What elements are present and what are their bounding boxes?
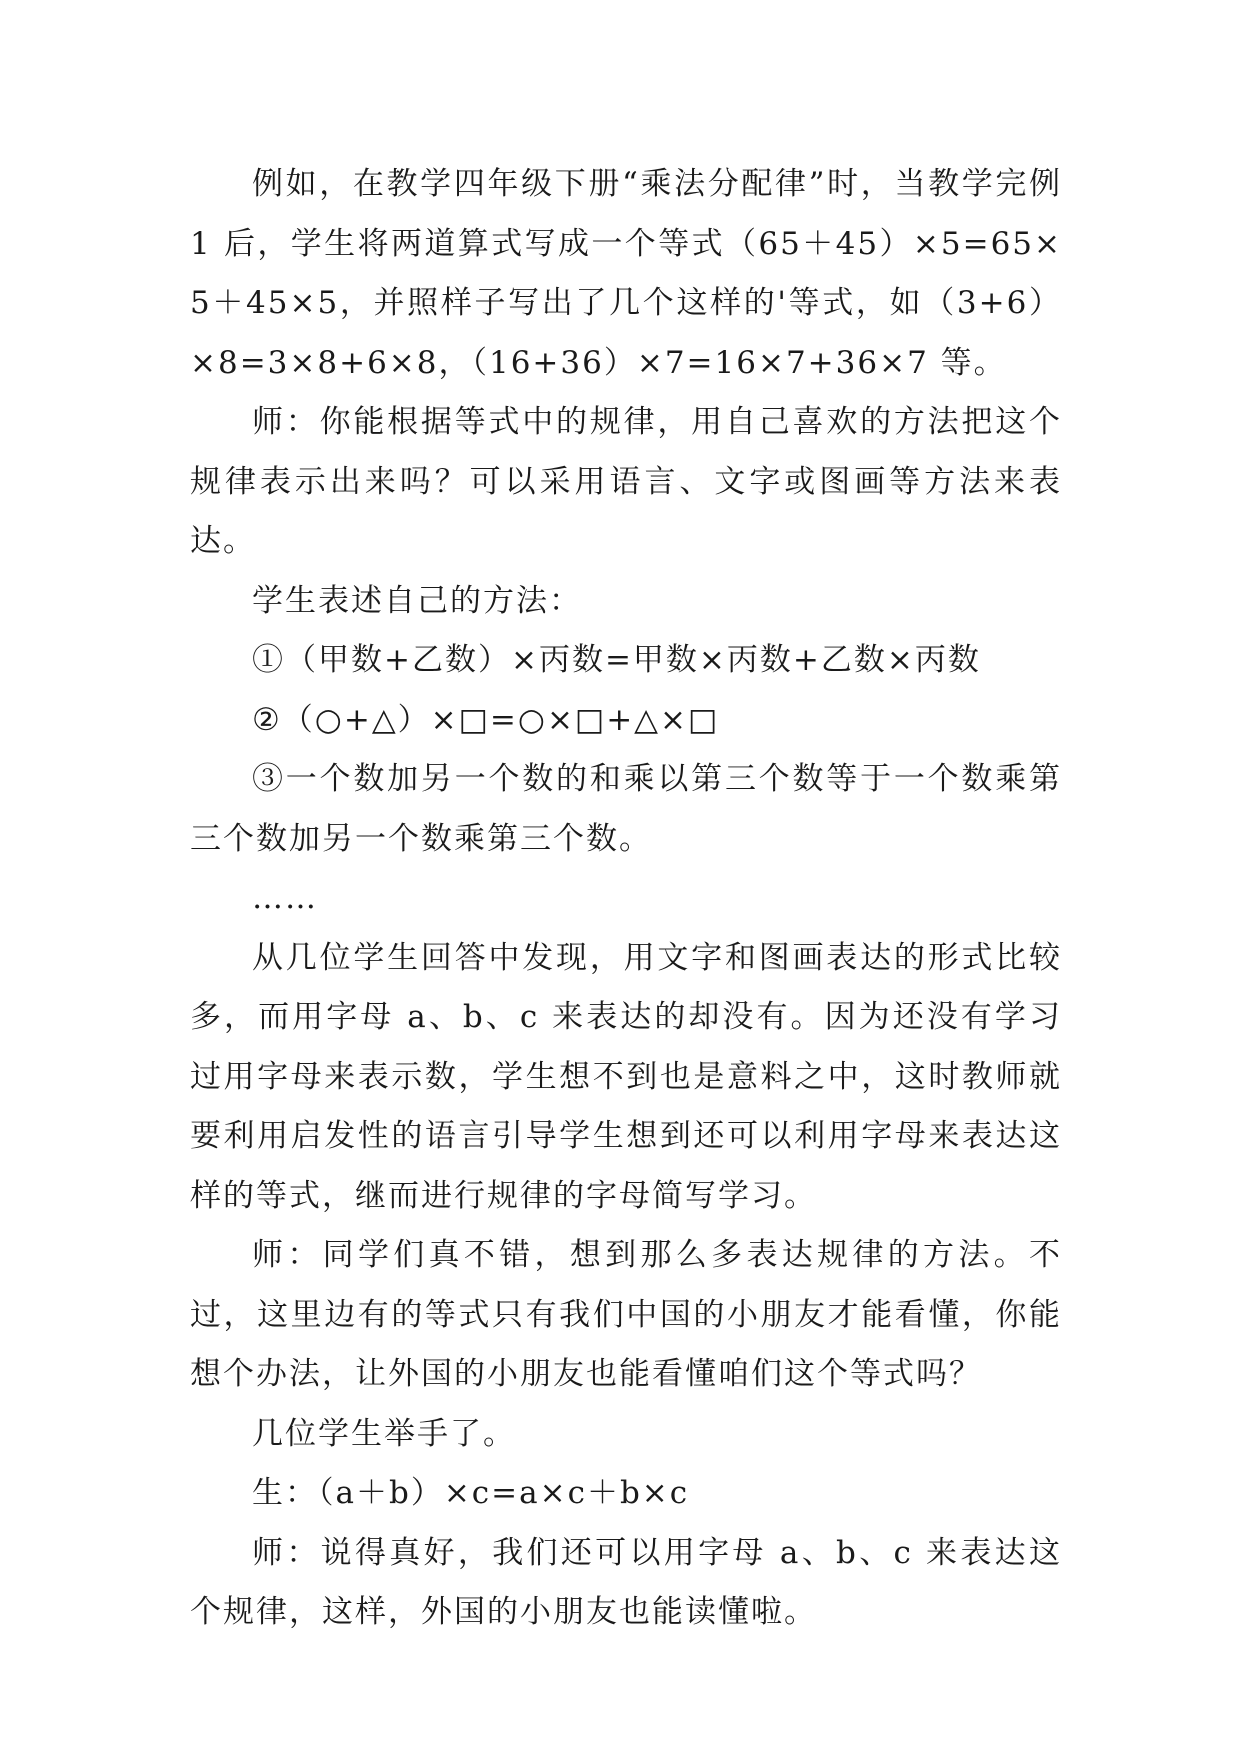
paragraph-teacher-question: 师：你能根据等式中的规律，用自己喜欢的方法把这个规律表示出来吗？可以采用语言、文字或图画等方法来表达。 <box>190 404 1062 559</box>
paragraph-teacher-prompt: 师：同学们真不错，想到那么多表达规律的方法。不过，这里边有的等式只有我们中国的小朋友才能看懂，你能想个办法，让外国的小朋友也能看懂咱们这个等式吗？ <box>190 1237 1062 1392</box>
paragraph-student-methods-intro: 学生表述自己的方法： <box>252 582 582 619</box>
paragraph-method-1: ①（甲数+乙数）×丙数=甲数×丙数+乙数×丙数 <box>252 642 981 678</box>
paragraph-ellipsis: …… <box>252 880 318 916</box>
paragraph-example-intro: 例如，在教学四年级下册“乘法分配律”时，当教学完例 1 后，学生将两道算式写成一个等式（65＋45）×5=65×5＋45×5，并照样子写出了几个这样的'等式，如（3+6）×8=3×8+6×8，（16+36）×7=16×7+36×7 等。 <box>190 166 1062 381</box>
paragraph-method-2: ②（○+△）×□=○×□+△×□ <box>252 701 720 738</box>
document-body <box>190 155 1062 1643</box>
paragraph-student-answer: 生：（a＋b）×c=a×c＋b×c <box>252 1475 690 1511</box>
paragraph-teacher-praise: 师：说得真好，我们还可以用字母 a、b、c 来表达这个规律，这样，外国的小朋友也能读懂啦。 <box>190 1534 1062 1630</box>
paragraph-method-3: ③一个数加另一个数的和乘以第三个数等于一个数乘第三个数加另一个数乘第三个数。 <box>190 761 1062 857</box>
paragraph-students-raise-hands: 几位学生举手了。 <box>252 1415 516 1452</box>
paragraph-observation: 从几位学生回答中发现，用文字和图画表达的形式比较多，而用字母 a、b、c 来表达的却没有。因为还没有学习过用字母来表示数，学生想不到也是意料之中，这时教师就要利用启发性的语言引导学生想到还可以利用字母来表达这样的等式，继而进行规律的字母简写学习。 <box>190 939 1062 1214</box>
